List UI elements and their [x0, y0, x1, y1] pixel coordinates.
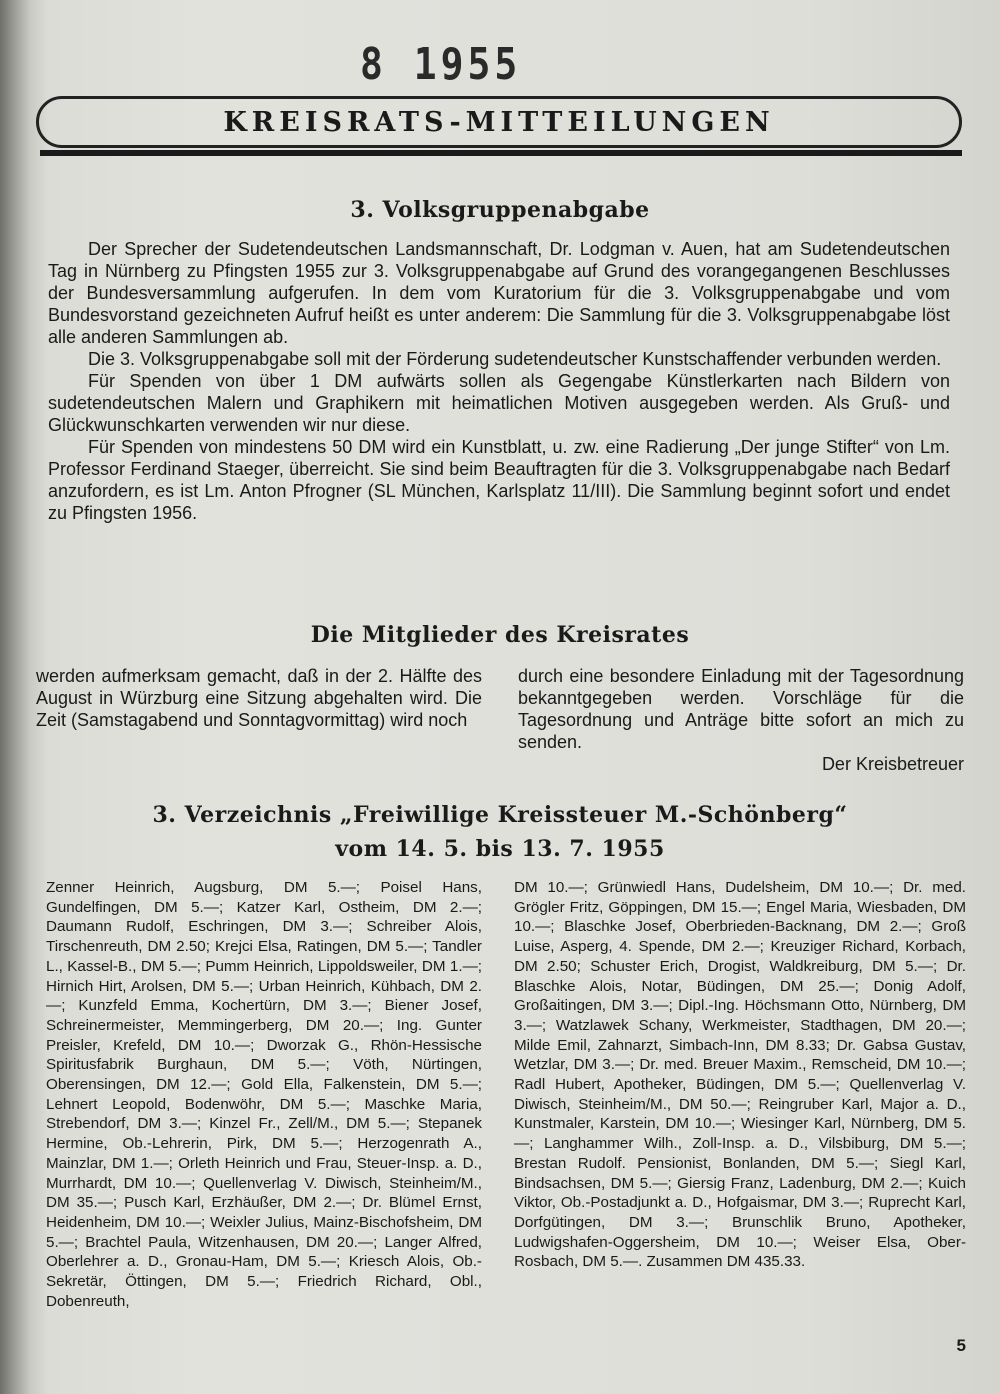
donor-list	[46, 878, 966, 1311]
section1-heading: 3. Volksgruppenabgabe	[350, 197, 650, 223]
signature: Der Kreisbetreuer	[821, 754, 964, 774]
section3-heading-line2: vom 14. 5. bis 13. 7. 1955	[335, 836, 665, 862]
section2-body	[36, 665, 964, 775]
section1-paragraph: Der Sprecher der Sudetendeutschen Landsmannschaft, Dr. Lodgman v. Auen, hat am Sudetendeutschen Tag in Nürnberg zu Pfingsten 1955 zur 3. Volksgruppenabgabe auf Grund des vorangegangenen Beschlusses der Bundesversammlung aufgerufen. In dem vom Kuratorium für die 3. Volksgruppenabgabe und vom Bundesvorstand gezeichneten Aufruf heißt es unter anderem: Die Sammlung für die 3. Volksgruppenabgabe löst alle anderen Sammlungen ab.	[48, 239, 950, 347]
donor-list-col2: DM 10.—; Grünwiedl Hans, Dudelsheim, DM 10.—; Dr. med. Grögler Fritz, Göppingen, DM 15.—; Engel Maria, Wiesbaden, DM 10.—; Blaschke Josef, Oberbrieden-Backnang, DM 2.—; Groß Luise, Asperg, 4. Spende, DM 2.—; Kreuziger Richard, Korbach, DM 2.50; Schuster Erich, Drogist, Waldkreiburg, DM 5.—; Dr. Blaschke Alois, Notar, Büdingen, DM 25.—; Donig Adolf, Großaitingen, DM 3.—; Dipl.-Ing. Höchsmann Otto, Nürnberg, DM 3.—; Watzlawek Schany, Werkmeister, Stadthagen, DM 20.—; Milde Emil, Zahnarzt, Simbach-Inn, DM 8.33; Dr. Gabsa Gustav, Wetzlar, DM 3.—; Dr. med. Breuer Maxim., Remscheid, DM 10.—; Radl Hubert, Apotheker, Büdingen, DM 5.—; Quellenverlag V. Diwisch, Steinheim/M., DM 50.—; Reingruber Karl, Major a. D., Kunstmaler, Karstein, DM 10.—; Wiesinger Karl, Nürnberg, DM 5.—; Langhammer Wilh., Zoll-Insp. a. D., Vilsbiburg, DM 5.—; Brestan Rudolf. Pensionist, Bonlanden, DM 5.—; Siegl Karl, Bindsachsen, DM 5.—; Giersig Franz, Ladenburg, DM 2.—; Kuich Viktor, Ob.-Postadjunkt a. D., Hofgaismar, DM 3.—; Ruprecht Karl, Dorfgütingen, DM 3.—; Brunschlik Bruno, Apotheker, Ludwigshafen-Oggersheim, DM 10.—; Weiser Elsa, Ober-Rosbach, DM 5.—. Zusammen DM 435.33.	[514, 879, 966, 1271]
section1-paragraph: Die 3. Volksgruppenabgabe soll mit der Förderung sudetendeutscher Kunstschaffender verbunden werden.	[88, 349, 942, 369]
section1-paragraph: Für Spenden von über 1 DM aufwärts sollen als Gegengabe Künstlerkarten nach Bildern von sudetendeutschen Malern und Graphikern mit heimatlichen Motiven ausgegeben werden. Als Gruß- und Glückwunschkarten verwenden wir nur diese.	[48, 371, 950, 435]
banner-title: KREISRATS-MITTEILUNGEN	[223, 106, 775, 138]
page-number: 5	[956, 1336, 966, 1355]
banner-frame	[36, 96, 962, 148]
section2-col1: werden aufmerksam gemacht, daß in der 2. Hälfte des August in Würzburg eine Sitzung abgehalten wird. Die Zeit (Samstagabend und Sonntagvormittag) wird noch	[36, 666, 482, 730]
section3-heading-line1: 3. Verzeichnis „Freiwillige Kreissteuer M.-Schönberg“	[152, 802, 848, 828]
section1-paragraph: Für Spenden von mindestens 50 DM wird ein Kunstblatt, u. zw. eine Radierung „Der junge Stifter“ von Lm. Professor Ferdinand Staeger, überreicht. Sie sind beim Beauftragten für die 3. Volksgruppenabgabe nach Bedarf anzufordern, es ist Lm. Anton Pfrogner (SL München, Karlsplatz 11/III). Die Sammlung beginnt sofort und endet zu Pfingsten 1956.	[48, 437, 950, 523]
section1-body	[48, 238, 950, 524]
section2-heading: Die Mitglieder des Kreisrates	[310, 622, 690, 648]
section2-col2: durch eine besondere Einladung mit der Tagesordnung bekanntgegeben werden. Vorschläge für die Tagesordnung und Anträge bitte sofort an mich zu senden.	[518, 666, 964, 752]
issue-stamp: 8 1955	[360, 38, 522, 90]
section2-col2-wrap	[518, 665, 964, 775]
donor-list-col1: Zenner Heinrich, Augsburg, DM 5.—; Poisel Hans, Gundelfingen, DM 5.—; Katzer Karl, Ostheim, DM 2.—; Daumann Rudolf, Eschringen, DM 3.—; Schreiber Alois, Tirschenreuth, DM 2.50; Krejci Elsa, Ratingen, DM 5.—; Tandler L., Kassel-B., DM 5.—; Pumm Heinrich, Lippoldsweiler, DM 1.—; Hirnich Hirt, Arolsen, DM 5.—; Urban Heinrich, Kühbach, DM 2.—; Kunzfeld Emma, Kochertürn, DM 3.—; Biener Josef, Schreinermeister, Memmingerberg, DM 20.—; Ing. Gunter Preisler, Krefeld, DM 10.—; Dworzak G., Rhön-Hessische Spiritusfabrik Burghaun, DM 5.—; Vöth, Nürtingen, Oberensingen, DM 12.—; Gold Ella, Falkenstein, DM 5.—; Lehnert Leopold, Bodenwöhr, DM 5.—; Maschke Maria, Strebendorf, DM 3.—; Kinzel Fr., Zell/M., DM 5.—; Stepanek Hermine, Ob.-Lehrerin, Pirk, DM 5.—; Herzogenrath A., Mainzlar, DM 1.—; Orleth Heinrich und Frau, Steuer-Insp. a. D., Murrhardt, DM 10.—; Quellenverlag V. Diwisch, Steinheim/M., DM 35.—; Pusch Karl, Erzhäußer, DM 2.—; Dr. Blümel Ernst, Heidenheim, DM 10.—; Weixler Julius, Mainz-Bischofsheim, DM 5.—; Brachtel Paula, Witzenhausen, DM 20.—; Langer Alfred, Oberlehrer a. D., Gronau-Ham, DM 5.—; Kriesch Alois, Ob.-Sekretär, Öttingen, DM 5.—; Friedrich Richard, Obl., Dobenreuth,	[46, 879, 482, 1310]
banner-underline	[40, 150, 962, 156]
